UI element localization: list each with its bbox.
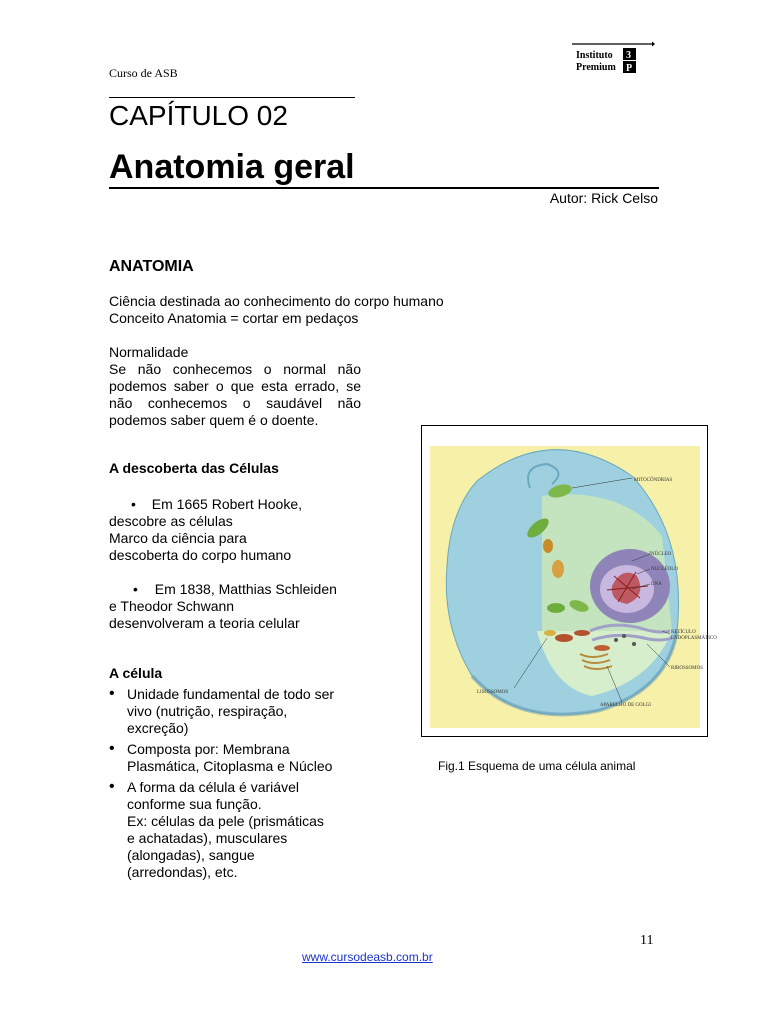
institute-logo	[570, 40, 655, 82]
schleiden-line-3: desenvolveram a teoria celular	[109, 615, 300, 631]
label-lisossomos: LISOSSOMOS	[477, 690, 509, 695]
schleiden-line-2: e Theodor Schwann	[109, 598, 235, 614]
bullet-icon: •	[133, 581, 138, 597]
celula-b3-line4: e achatadas), musculares	[127, 830, 288, 846]
celula-b3-line3: Ex: células da pele (prismáticas	[127, 813, 324, 829]
celula-heading: A célula	[109, 665, 163, 681]
course-name: Curso de ASB	[109, 66, 178, 80]
celula-b3-line2: conforme sua função.	[127, 796, 262, 812]
hooke-line-4: descoberta do corpo humano	[109, 547, 292, 563]
anatomia-definition: Ciência destinada ao conhecimento do corpo humano	[109, 293, 444, 309]
celula-b3-line6: (arredondas), etc.	[127, 864, 238, 880]
celula-b3-line5: (alongadas), sangue	[127, 847, 255, 863]
label-nucleo: NÚCLEO	[651, 552, 672, 557]
schleiden-lead: Em 1838, Matthias Schleiden	[154, 581, 337, 597]
normalidade-heading: Normalidade	[109, 344, 189, 360]
author-line: Autor: Rick Celso	[549, 190, 658, 206]
page-number: 11	[640, 933, 654, 948]
section-heading-anatomia: ANATOMIA	[109, 258, 194, 275]
celula-b2-line2: Plasmática, Citoplasma e Núcleo	[127, 758, 333, 774]
normalidade-text: Se não conhecemos o normal não podemos saber o que esta errado, se não conhecemos o saudável não podemos saber quem é o doente.	[109, 361, 361, 428]
bullet-icon: •	[131, 496, 136, 512]
celula-b1-line2: vivo (nutrição, respiração,	[127, 703, 288, 719]
svg-text:P: P	[626, 63, 633, 74]
label-dna: DNA	[651, 582, 662, 587]
label-reticulo: RETÍCULO	[671, 630, 696, 635]
bullet-icon: •	[109, 685, 115, 702]
hooke-line-3: Marco da ciência para	[109, 530, 247, 546]
cell-figure	[421, 425, 717, 737]
label-ribossomos: RIBOSSOMOS	[671, 666, 703, 671]
animal-cell-illustration	[422, 426, 717, 736]
svg-text:Instituto: Instituto	[576, 50, 613, 61]
descoberta-heading: A descoberta das Células	[109, 460, 279, 476]
website-link[interactable]: www.cursodeasb.com.br	[302, 950, 433, 964]
list-item-schleiden	[133, 581, 337, 598]
hooke-lead: Em 1665 Robert Hooke,	[151, 496, 302, 512]
bullet-icon: •	[109, 778, 115, 795]
hooke-line-2: descobre as células	[109, 513, 233, 529]
list-item-hooke	[131, 496, 302, 513]
celula-b1-line3: excreção)	[127, 720, 189, 736]
figure-caption: Fig.1 Esquema de uma célula animal	[438, 759, 636, 773]
svg-text:Premium: Premium	[576, 62, 616, 73]
celula-b3-line1: A forma da célula é variável	[127, 779, 299, 795]
label-nucleolo: NUCLÉOLO	[651, 567, 678, 572]
celula-b1-line1: Unidade fundamental de todo ser	[127, 686, 335, 702]
label-mitocondrias: MITOCÔNDRIAS	[634, 478, 673, 483]
anatomia-concept: Conceito Anatomia = cortar em pedaços	[109, 310, 359, 326]
label-golgi: APARELHO DE GOLGI	[600, 703, 651, 708]
bullet-icon: •	[109, 740, 115, 757]
title-divider	[109, 187, 659, 189]
label-endoplasmatico: ENDOPLASMÁTICO	[671, 636, 717, 641]
celula-b2-line1: Composta por: Membrana	[127, 741, 290, 757]
chapter-label: CAPÍTULO 02	[109, 100, 288, 131]
page-title: Anatomia geral	[109, 148, 355, 186]
svg-text:3: 3	[626, 50, 631, 61]
